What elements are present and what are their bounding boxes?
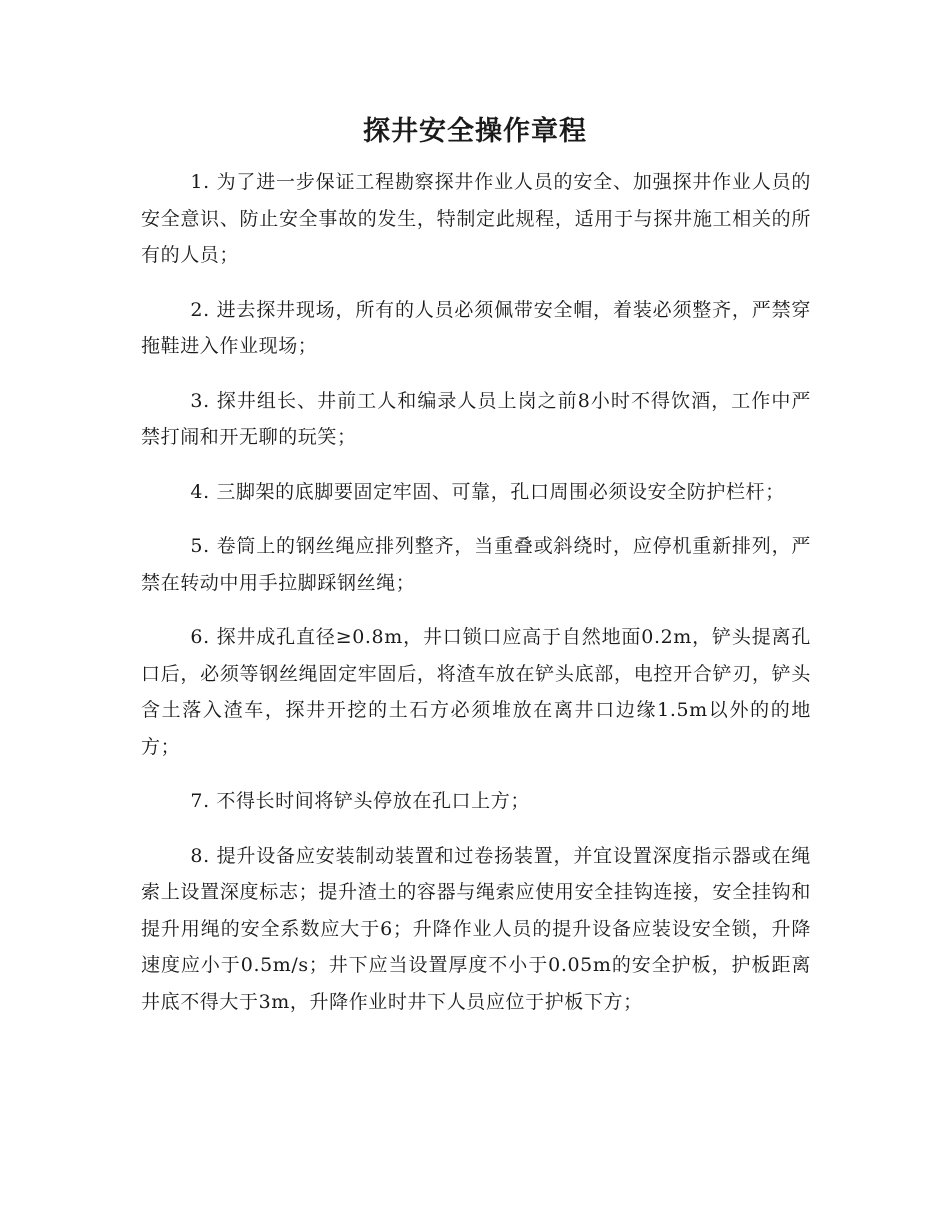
- paragraph-6: 6. 探井成孔直径≥0.8m，井口锁口应高于自然地面0.2m，铲头提离孔口后，必须等钢丝绳固定牢固后，将渣车放在铲头底部，电控开合铲刃，铲头含土落入渣车，探井开挖的土石方必须堆放在离井口边缘1.5m以外的的地方；: [141, 626, 811, 758]
- paragraph-1: 1. 为了进一步保证工程勘察探井作业人员的安全、加强探井作业人员的安全意识、防止安全事故的发生，特制定此规程，适用于与探井施工相关的所有的人员；: [141, 171, 811, 266]
- paragraph-2: 2. 进去探井现场，所有的人员必须佩带安全帽，着装必须整齐，严禁穿拖鞋进入作业现场；: [141, 298, 811, 357]
- paragraph-5: 5. 卷筒上的钢丝绳应排列整齐，当重叠或斜绕时，应停机重新排列，严禁在转动中用手拉脚踩钢丝绳；: [141, 535, 811, 594]
- paragraph-3: 3. 探井组长、井前工人和编录人员上岗之前8小时不得饮酒，工作中严禁打闹和开无聊的玩笑；: [141, 389, 811, 448]
- paragraph-4: 4. 三脚架的底脚要固定牢固、可靠，孔口周围必须设安全防护栏杆；: [190, 480, 785, 503]
- paragraph-7: 7. 不得长时间将铲头停放在孔口上方；: [190, 790, 530, 812]
- paragraph-8: 8. 提升设备应安装制动装置和过卷扬装置，并宜设置深度指示器或在绳索上设置深度标志；提升渣土的容器与绳索应使用安全挂钩连接，安全挂钩和提升用绳的安全系数应大于6；升降作业人员的提升设备应装设安全锁，升降速度应小于0.5m/s；井下应当设置厚度不小于0.05m的安全护板，护板距离井底不得大于3m，升降作业时井下人员应位于护板下方；: [141, 844, 811, 1013]
- document-body: [141, 164, 811, 1038]
- document-title: 探井安全操作章程: [363, 116, 587, 147]
